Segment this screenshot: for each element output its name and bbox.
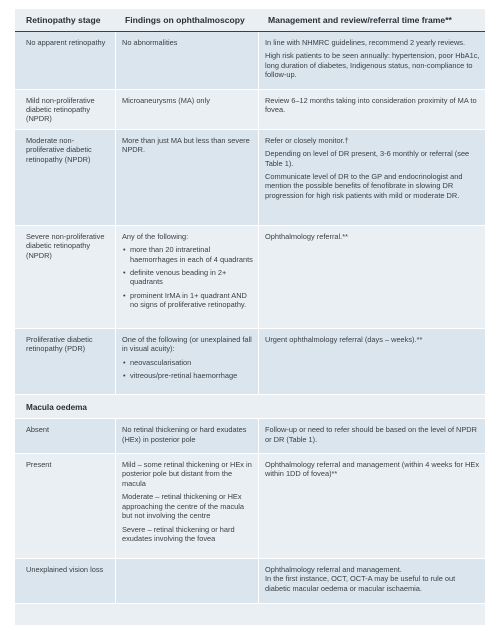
stage-cell: Unexplained vision loss bbox=[15, 559, 115, 604]
findings-text: Microaneurysms (MA) only bbox=[122, 95, 210, 105]
table-row bbox=[15, 90, 485, 130]
findings-text: No retinal thickening or hard exudates (HEx) in posterior pole bbox=[122, 425, 247, 444]
findings-cell bbox=[115, 559, 258, 604]
table-row bbox=[15, 130, 485, 226]
table-row bbox=[15, 559, 485, 604]
findings-cell bbox=[115, 32, 258, 90]
findings-bullet: • more than 20 intraretinal haemorrhages in each of 4 quadrants bbox=[122, 245, 253, 264]
findings-text: No abnormalities bbox=[122, 38, 178, 47]
stage-cell: Mild non-proliferative diabetic retinopathy (NPDR) bbox=[15, 90, 115, 130]
stage-cell: Present bbox=[15, 454, 115, 559]
findings-bullet: • neovascularisation bbox=[122, 358, 253, 367]
management-cell bbox=[258, 90, 485, 130]
findings-cell bbox=[115, 226, 258, 329]
management-text: Ophthalmology referral.** bbox=[265, 231, 348, 241]
management-text: Review 6–12 months taking into consideration proximity of MA to fovea. bbox=[265, 95, 477, 115]
management-text: Follow-up or need to refer should be based on the level of NPDR or DR (Table 1). bbox=[265, 425, 477, 444]
management-cell bbox=[258, 226, 485, 329]
stage-cell: Moderate non-proliferative diabetic retinopathy (NPDR) bbox=[15, 130, 115, 226]
findings-text: Any of the following: bbox=[122, 231, 189, 241]
table-row bbox=[15, 419, 485, 454]
management-text: In line with NHMRC guidelines, recommend 2 yearly reviews. bbox=[265, 38, 466, 47]
header-stage: Retinopathy stage bbox=[15, 9, 115, 32]
management-text: Refer or closely monitor.† bbox=[265, 135, 349, 145]
management-cell bbox=[258, 559, 485, 604]
management-cell bbox=[258, 32, 485, 90]
table-row bbox=[15, 32, 485, 90]
findings-list bbox=[122, 358, 253, 381]
findings-cell bbox=[115, 130, 258, 226]
header-findings: Findings on ophthalmoscopy bbox=[115, 9, 258, 32]
findings-text: Severe – retinal thickening or hard exudates involving the fovea bbox=[122, 524, 235, 543]
retinopathy-management-table bbox=[15, 9, 485, 604]
management-cell bbox=[258, 419, 485, 454]
management-text: Communicate level of DR to the GP and endocrinologist and mention the possible benefits of fenofibrate in slowing DR progression for high risk patients with mild or moderate DR. bbox=[265, 172, 463, 200]
table-header-row bbox=[15, 9, 485, 32]
management-text: Ophthalmology referral and management (within 4 weeks for HEx within 1DD of fovea)** bbox=[265, 460, 480, 479]
findings-text: Mild – some retinal thickening or HEx in posterior pole but distant from the macula bbox=[122, 460, 252, 488]
findings-cell bbox=[115, 90, 258, 130]
findings-text: One of the following (or unexplained fall in visual acuity): bbox=[122, 334, 252, 354]
findings-text: More than just MA but less than severe NPDR. bbox=[122, 135, 250, 155]
management-cell bbox=[258, 130, 485, 226]
management-text: Urgent ophthalmology referral (days – weeks).** bbox=[265, 334, 423, 344]
section-heading-macula-oedema: Macula oedema bbox=[15, 395, 485, 419]
findings-cell bbox=[115, 329, 258, 395]
stage-cell: Severe non-proliferative diabetic retinopathy (NPDR) bbox=[15, 226, 115, 329]
header-management: Management and review/referral time frame** bbox=[258, 9, 485, 32]
management-cell bbox=[258, 454, 485, 559]
management-cell bbox=[258, 329, 485, 395]
findings-cell bbox=[115, 419, 258, 454]
stage-cell: Proliferative diabetic retinopathy (PDR) bbox=[15, 329, 115, 395]
findings-bullet: • vitreous/pre-retinal haemorrhage bbox=[122, 371, 253, 380]
table-row bbox=[15, 329, 485, 395]
management-text: In the first instance, OCT, OCT-A may be useful to rule out diabetic macular oedema or macular ischaemia. bbox=[265, 574, 456, 593]
section-heading-row bbox=[15, 395, 485, 419]
management-text: Depending on level of DR present, 3-6 monthly or referral (see Table 1). bbox=[265, 149, 470, 168]
stage-cell: Absent bbox=[15, 419, 115, 454]
findings-bullet: • prominent IrMA in 1+ quadrant AND no signs of proliferative retinopathy. bbox=[122, 291, 253, 310]
findings-cell bbox=[115, 454, 258, 559]
table-row bbox=[15, 226, 485, 329]
findings-text: Moderate – retinal thickening or HEx approaching the centre of the macula but not involving the centre bbox=[122, 492, 245, 521]
management-text: High risk patients to be seen annually: hypertension, poor HbA1c, long duration of diabetes, Indigenous status, non-compliance to follow-up. bbox=[265, 51, 480, 80]
findings-list bbox=[122, 245, 253, 309]
management-text: Ophthalmology referral and management. bbox=[265, 565, 402, 575]
table-row bbox=[15, 454, 485, 559]
findings-bullet: • definite venous beading in 2+ quadrants bbox=[122, 268, 253, 287]
stage-cell: No apparent retinopathy bbox=[15, 32, 115, 90]
